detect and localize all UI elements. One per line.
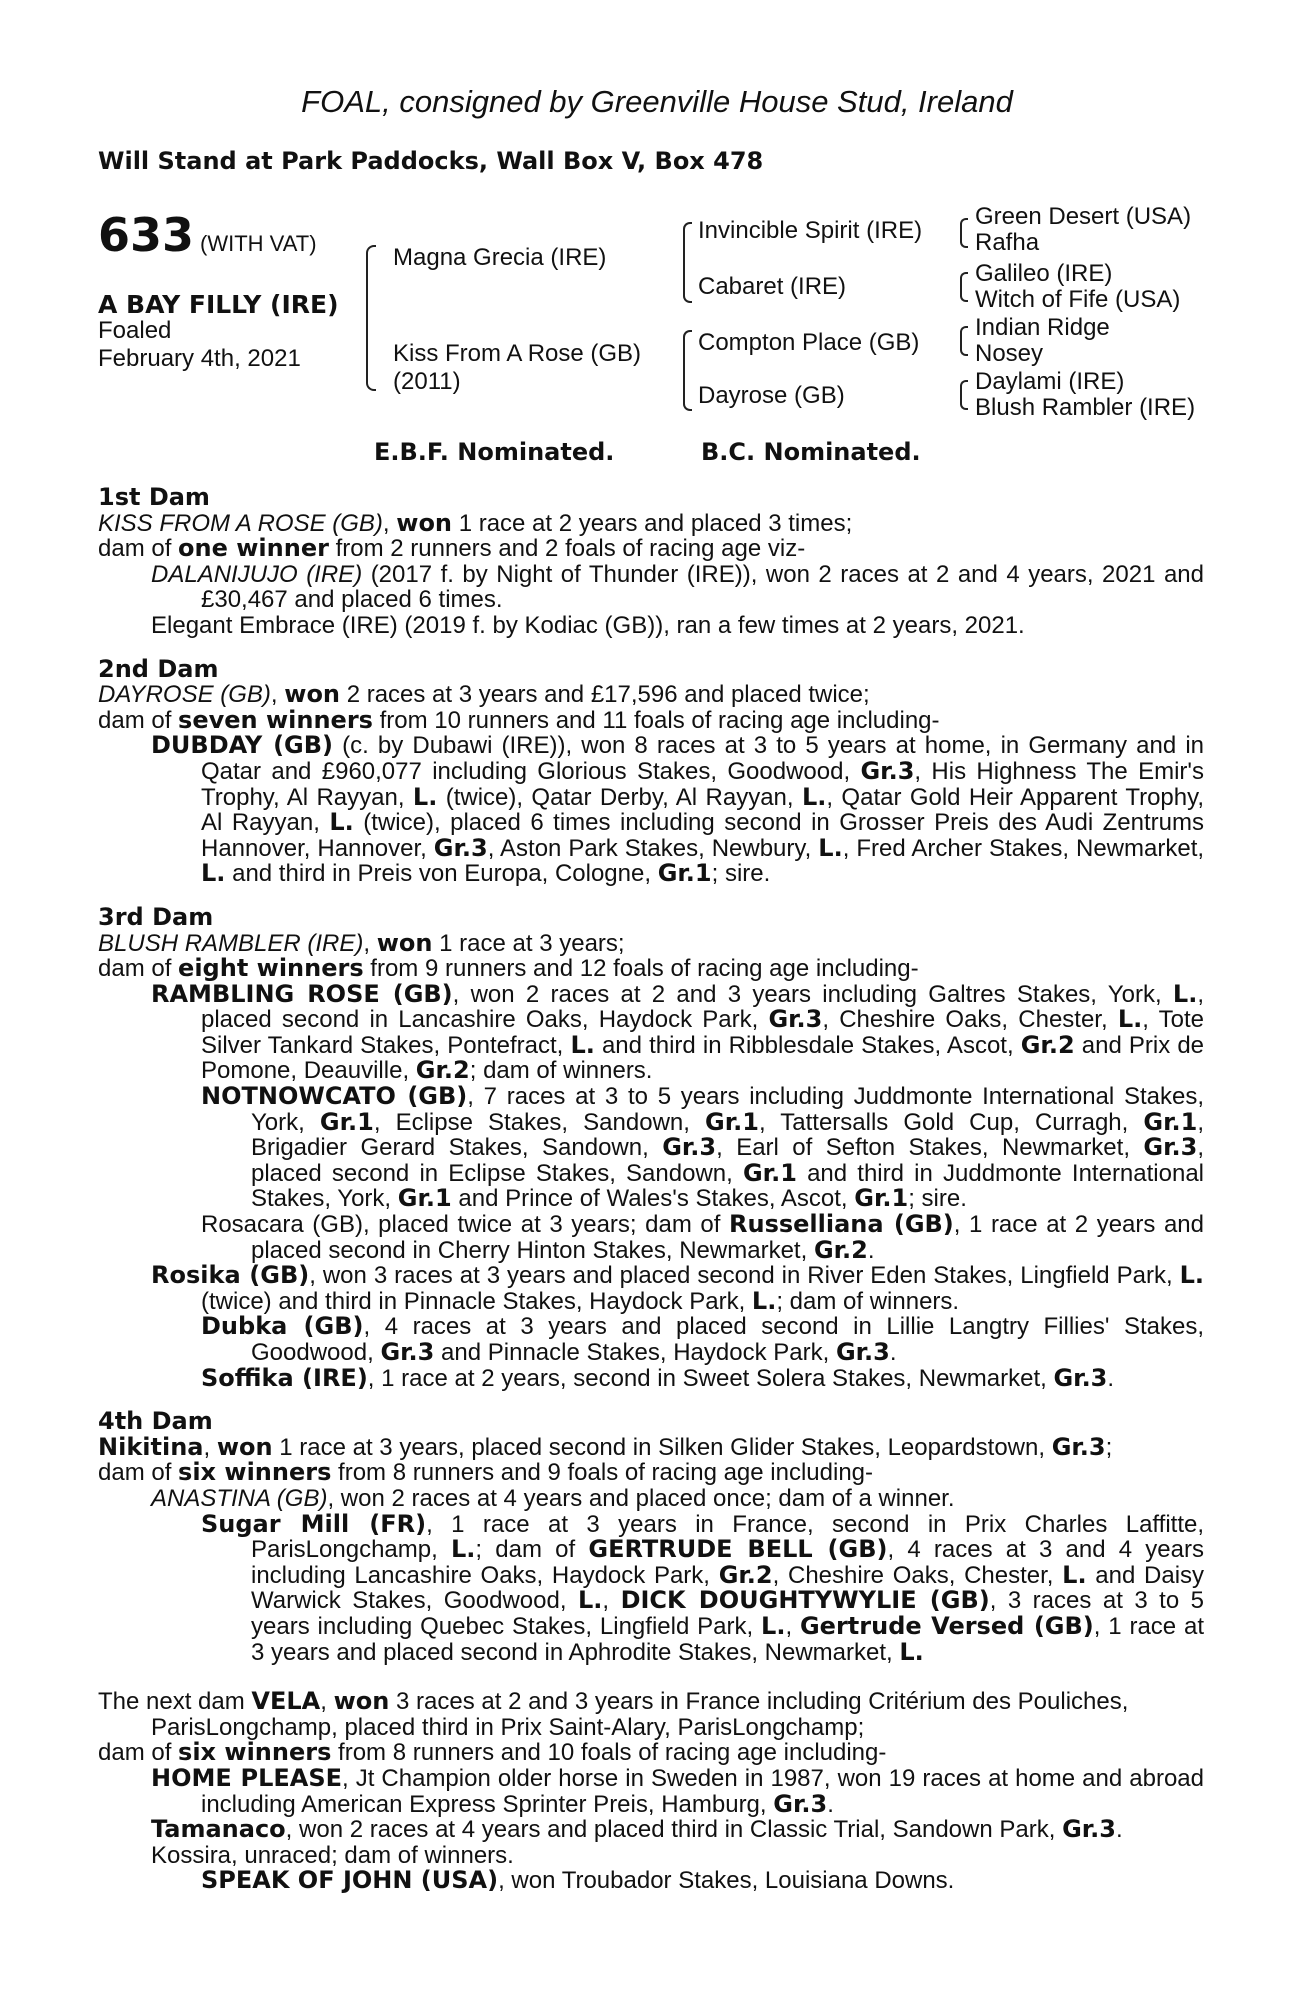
lot-number-block [98,208,317,262]
produce-text: , Jt Champion older horse in Sweden in 1987, won 19 races at home and abroad including American Express Sprinter Preis, Hamburg, [201,1764,1204,1818]
listed-label: L. [1062,1560,1087,1589]
runners-text: from 10 runners and 11 foals of racing age including- [379,706,940,734]
produce-name: Tamanaco [151,1815,286,1844]
produce-text: , won 2 races at 4 years and placed once; dam of a winner. [327,1484,955,1512]
produce-text: and third in Preis von Europa, Cologne, [232,860,652,888]
produce-text: and Daisy Warwick Stakes, Goodwood, [251,1561,1205,1615]
listed-label: L. [1179,1261,1205,1290]
produce-entry [98,1868,1204,1894]
produce-text: and third in Juddmonte International Stakes, York, [251,1159,1204,1213]
second-dam-record: DAYROSE (GB), won 2 races at 3 years and £17,596 and placed twice; [98,680,870,709]
produce-text: and third in Ribblesdale Stakes, Ascot, [601,1031,1014,1059]
listed-label: L. [801,782,827,811]
pedigree-sds: Galileo (IRE) [975,260,1113,287]
grade-label: Gr.1 [397,1184,452,1213]
listed-label: L. [1117,1005,1143,1034]
grade-label: Gr.3 [1062,1815,1116,1844]
produce-name: Russelliana (GB) [729,1210,954,1239]
foaled-label: Foaled [98,317,172,344]
pedigree-brace-dd [960,380,968,410]
produce-text: (c. by Dubawi (IRE)), won 8 races at 3 to 5 years at home, in Germany and in Qatar and £960,077 including Glorious Stakes, Goodwood, [201,732,1204,785]
dam-of-label: dam of [98,706,172,734]
produce-entry [98,979,1205,1085]
produce-entry [98,1817,1204,1843]
produce-text: (twice), Qatar Derby, Al Rayyan, [445,783,794,811]
third-dam-record: BLUSH RAMBLER (IRE), won 1 race at 3 years; [98,928,625,957]
produce-text: , Earl of Sefton Stakes, Newmarket, [716,1134,1130,1162]
runners-text: from 9 runners and 12 foals of racing age including- [370,955,919,983]
produce-text: . [1107,1364,1115,1392]
won-label: won [284,680,341,709]
fourth-dam-name: Nikitina [98,1432,204,1461]
winners-count: six winners [178,1738,332,1767]
produce-entry [98,1509,1205,1666]
produce-name: SPEAK OF JOHN (USA) [201,1866,499,1895]
produce-text: , 4 races at 3 years and placed second in Lillie Langtry Fillies' Stakes, Goodwood, [251,1313,1204,1366]
produce-text: Rosacara (GB), placed twice at 3 years; dam of [201,1211,721,1239]
first-dam-section [98,485,1204,639]
produce-text: ; dam of [475,1536,576,1564]
grade-label: Gr.1 [705,1107,759,1136]
grade-label: Gr.3 [1053,1363,1108,1392]
next-dam-produce-summary [98,1740,1204,1766]
record-text: 1 race at 3 years, placed second in Silken Glider Stakes, Leopardstown, [279,1433,1046,1461]
produce-text: ; dam of winners. [469,1057,653,1085]
next-dam-name: VELA [251,1687,321,1716]
fourth-dam-produce-summary [98,1460,1204,1486]
produce-text: . [867,1236,875,1264]
pedigree-ssd: Rafha [975,229,1040,256]
record-text: ; [1105,1433,1113,1461]
pedigree-dam: Kiss From A Rose (GB) [393,340,642,367]
produce-entry [98,733,1204,887]
produce-text: ; dam of winners. [776,1287,960,1315]
produce-text: and Prix de Pomone, Deauville, [201,1031,1205,1085]
produce-text: , Cheshire Oaks, Chester, [822,1006,1108,1034]
produce-entry: Elegant Embrace (IRE) (2019 f. by Kodiac (GB)), ran a few times at 2 years, 2021. [151,611,1025,639]
produce-text: . [827,1790,834,1818]
produce-entry [98,1212,1204,1263]
fourth-dam-record: Nikitina, won 1 race at 3 years, placed second in Silken Glider Stakes, Leopardstown, Gr.3; [98,1432,1113,1461]
grade-label: Gr.3 [835,1338,890,1366]
produce-text: ; sire. [711,860,771,888]
runners-text: from 2 runners and 2 foals of racing age viz- [335,535,806,563]
third-dam-title: 3rd Dam [98,902,214,931]
won-label: won [376,928,433,957]
pedigree-brace-sd [960,272,968,302]
produce-name: Gertrude Versed (GB) [799,1611,1094,1640]
grade-label: Gr.1 [319,1107,374,1136]
produce-entry [98,562,1204,613]
produce-text: , Aston Park Stakes, Newbury, [487,834,812,862]
produce-text: , 3 races at 3 to 5 years including Quebec Stakes, Lingfield Park, [251,1587,1205,1640]
listed-label: L. [329,808,354,837]
produce-name: Sugar Mill (FR) [201,1509,427,1538]
second-dam-produce-summary [98,705,1204,734]
produce-name: NOTNOWCATO (GB) [201,1082,468,1111]
grade-label: Gr.1 [1143,1107,1198,1136]
pedigree-ddd: Blush Rambler (IRE) [975,394,1196,421]
vat-label: (WITH VAT) [200,231,317,256]
produce-text: and Prince of Wales's Stakes, Ascot, [458,1185,848,1213]
pedigree-sdd: Witch of Fife (USA) [975,286,1181,313]
third-dam-produce-summary [98,956,1204,982]
grade-label: Gr.2 [813,1235,868,1264]
grade-label: Gr.3 [1143,1133,1198,1162]
runners-text: from 8 runners and 10 foals of racing age including- [338,1739,887,1767]
second-dam-title: 2nd Dam [98,654,219,683]
produce-name: Soffika (IRE) [201,1363,368,1392]
listed-label: L. [751,1286,777,1315]
record-text: 2 races at 3 years and £17,596 and placed twice; [346,681,870,709]
produce-text: (2017 f. by Night of Thunder (IRE)), won 2 races at 2 and 4 years, 2021 and £30,467 and placed 6 times. [201,560,1204,614]
grade-label: Gr.1 [742,1158,797,1187]
dam-of-label: dam of [98,955,172,983]
produce-name: HOME PLEASE [151,1763,343,1792]
foaled-date: February 4th, 2021 [98,345,301,372]
produce-entry [98,1263,1204,1314]
grade-label: Gr.2 [1020,1030,1075,1059]
produce-entry: Kossira, unraced; dam of winners. [151,1841,514,1869]
pedigree-dam-year: (2011) [393,368,461,395]
grade-label: Gr.2 [415,1056,470,1085]
produce-text: , won 3 races at 3 years and placed second in River Eden Stakes, Lingfield Park, [309,1262,1173,1290]
listed-label: L. [412,782,438,811]
grade-label: Gr.3 [768,1005,823,1034]
listed-label: L. [761,1611,786,1640]
produce-text: , His Highness The Emir's Trophy, Al Rayyan, [201,757,1204,811]
dam-of-label: dam of [98,535,172,563]
produce-entry [98,1486,1204,1512]
produce-text: ; sire. [908,1185,967,1213]
catalogue-body [98,485,1204,1894]
fourth-dam-title: 4th Dam [98,1407,213,1436]
foaled-info [98,317,301,373]
grade-label: Gr.3 [433,833,488,862]
produce-text: , placed second in Lancashire Oaks, Haydock Park, [201,980,1204,1034]
horse-name: A BAY FILLY (IRE) [98,290,339,319]
produce-name: DUBDAY (GB) [151,731,334,760]
produce-text: , 1 race at 2 years, second in Sweet Solera Stakes, Newmarket, [367,1364,1047,1392]
first-dam-title: 1st Dam [98,483,210,511]
produce-text: , [602,1587,610,1615]
produce-name: Rosika (GB) [151,1261,310,1290]
produce-text: (twice), placed 6 times including second in Grosser Preis des Audi Zentrums Hannover, Hannover, [201,809,1205,862]
produce-text: . [1116,1816,1123,1844]
ebf-nomination: E.B.F. Nominated. [374,438,615,466]
grade-label: Gr.3 [773,1789,828,1818]
produce-name: GERTRUDE BELL (GB) [588,1535,888,1564]
bc-nomination: B.C. Nominated. [701,438,921,466]
produce-text: , 1 race at 3 years in France, second in Prix Charles Laffitte, ParisLongchamp, [251,1510,1204,1564]
produce-text: , 7 races at 3 to 5 years including Juddmonte International Stakes, York, [251,1083,1205,1136]
grade-label: Gr.3 [380,1338,435,1366]
winners-count: six winners [178,1458,332,1487]
grade-label: Gr.3 [662,1133,717,1162]
produce-name: ANASTINA (GB) [151,1484,328,1512]
grade-label: Gr.3 [860,756,915,785]
next-dam-section [98,1689,1204,1894]
listed-label: L. [450,1535,476,1564]
listed-label: L. [899,1637,924,1666]
pedigree-dds: Daylami (IRE) [975,368,1125,395]
pedigree-dss: Indian Ridge [975,314,1110,341]
stand-location: Will Stand at Park Paddocks, Wall Box V, Box 478 [98,147,764,175]
winners-count: seven winners [178,705,373,734]
produce-text: , Cheshire Oaks, Chester, [772,1561,1054,1589]
listed-label: L. [578,1586,603,1615]
grade-label: Gr.1 [854,1184,909,1213]
third-dam-section [98,902,1205,1392]
produce-text: . [889,1339,897,1366]
produce-text: , 1 race at 3 years and placed second in Aphrodite Stakes, Newmarket, [251,1612,1205,1666]
winners-count: eight winners [178,954,364,983]
pedigree-brace-sire [683,222,692,303]
won-label: won [333,1687,390,1716]
listed-label: L. [570,1030,595,1059]
won-label: won [216,1432,273,1461]
pedigree-sire-sire: Invincible Spirit (IRE) [698,217,923,244]
produce-text: , Qatar Gold Heir Apparent Trophy, Al Rayyan, [201,783,1205,837]
produce-entry [98,1084,1204,1212]
produce-text: , Fred Archer Stakes, Newmarket, [842,834,1205,862]
record-text: 3 races at 2 and 3 years in France including Critérium des Pouliches, ParisLongchamp, placed third in Prix Saint-Alary, ParisLongchamp; [151,1688,1129,1741]
consignor-header: FOAL, consigned by Greenville House Stud, Ireland [301,84,1013,119]
record-text: 1 race at 3 years; [439,929,625,957]
first-dam-name: KISS FROM A ROSE (GB) [98,509,383,537]
next-dam-intro: The next dam [98,1688,245,1716]
grade-label: Gr.3 [1051,1432,1106,1461]
produce-name: DICK DOUGHTYWYLIE (GB) [620,1586,990,1615]
produce-entry [98,1314,1204,1365]
punctuation: , [320,1688,327,1716]
listed-label: L. [1172,979,1198,1008]
first-dam-produce-summary [98,536,1204,562]
produce-text: , Tattersalls Gold Cup, Curragh, [758,1108,1129,1136]
produce-text: , Brigadier Gerard Stakes, Sandown, [251,1108,1205,1162]
grade-label: Gr.1 [657,859,712,888]
runners-text: from 8 runners and 9 foals of racing age including- [338,1459,874,1487]
first-dam-record: KISS FROM A ROSE (GB), won 1 race at 2 years and placed 3 times; [98,508,853,537]
produce-text: , [785,1612,793,1640]
produce-entry [98,1763,1204,1818]
lot-number: 633 [98,208,195,262]
produce-name: DALANIJUJO (IRE) [151,560,363,588]
listed-label: L. [818,833,843,862]
produce-text: , won 2 races at 4 years and placed third in Classic Trial, Sandown Park, [285,1816,1056,1844]
produce-text: , 4 races at 3 and 4 years including Lancashire Oaks, Haydock Park, [251,1536,1204,1589]
fourth-dam-section [98,1409,1204,1665]
pedigree-dsd: Nosey [975,340,1044,367]
won-label: won [396,508,453,537]
second-dam-section [98,654,1205,888]
next-dam-record [98,1689,1204,1740]
pedigree-dam-dam: Dayrose (GB) [698,382,845,409]
produce-text: , placed second in Eclipse Stakes, Sandown, [251,1134,1205,1187]
pedigree-brace-main [366,245,376,391]
grade-label: Gr.2 [718,1560,773,1589]
produce-entry [98,1363,1204,1392]
pedigree-dam-sire: Compton Place (GB) [698,329,920,356]
listed-label: L. [201,859,226,888]
produce-name: RAMBLING ROSE (GB) [151,979,453,1008]
dam-of-label: dam of [98,1459,172,1487]
produce-text: , won Troubador Stakes, Louisiana Downs. [498,1867,955,1895]
produce-text: , Tote Silver Tankard Stakes, Pontefract, [201,1006,1205,1059]
second-dam-name: DAYROSE (GB) [98,681,271,709]
produce-text: , won 2 races at 2 and 3 years including Galtres Stakes, York, [452,980,1162,1008]
pedigree-brace-ss [960,218,968,248]
produce-text: , Eclipse Stakes, Sandown, [373,1108,690,1136]
pedigree-brace-dam [683,330,692,411]
winners-count: one winner [178,534,329,563]
pedigree-sss: Green Desert (USA) [975,203,1192,230]
third-dam-name: BLUSH RAMBLER (IRE) [98,929,364,957]
pedigree-brace-ds [960,326,968,356]
pedigree-sire: Magna Grecia (IRE) [393,244,607,271]
pedigree-sire-dam: Cabaret (IRE) [698,273,847,300]
produce-name: Dubka (GB) [201,1312,364,1341]
produce-text: and Pinnacle Stakes, Haydock Park, [441,1339,830,1366]
produce-text: , 1 race at 2 years and placed second in Cherry Hinton Stakes, Newmarket, [251,1211,1204,1264]
dam-of-label: dam of [98,1739,172,1767]
produce-text: (twice) and third in Pinnacle Stakes, Haydock Park, [201,1287,746,1315]
record-text: 1 race at 2 years and placed 3 times; [458,509,853,537]
